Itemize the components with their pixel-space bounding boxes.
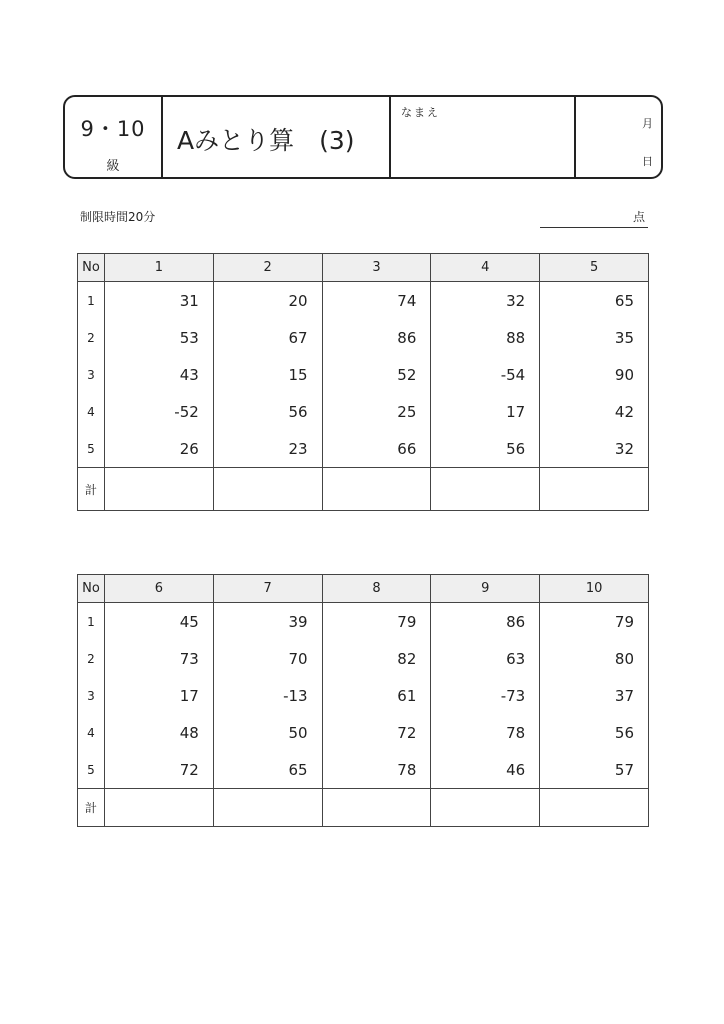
- row-label: 2: [78, 319, 105, 356]
- score-unit: 点: [632, 210, 645, 224]
- number-cell: 15: [213, 356, 322, 393]
- number-cell: 42: [540, 393, 649, 430]
- number-cell: 66: [322, 430, 431, 468]
- problem-header: 10: [540, 575, 649, 603]
- number-cell: 31: [105, 282, 214, 320]
- number-cell: 79: [322, 603, 431, 641]
- number-cell: 57: [540, 751, 649, 789]
- row-label: 1: [78, 282, 105, 320]
- table-header-row: [78, 575, 649, 603]
- no-header: No: [78, 254, 105, 282]
- answer-cell[interactable]: [213, 789, 322, 827]
- grade-level: 9・10: [80, 117, 146, 141]
- date-field[interactable]: [576, 97, 661, 177]
- table-row: [78, 714, 649, 751]
- answer-cell[interactable]: [540, 789, 649, 827]
- number-cell: 56: [213, 393, 322, 430]
- row-label: 5: [78, 430, 105, 468]
- number-cell: 46: [431, 751, 540, 789]
- number-cell: 90: [540, 356, 649, 393]
- number-cell: -54: [431, 356, 540, 393]
- number-cell: 56: [431, 430, 540, 468]
- number-cell: 67: [213, 319, 322, 356]
- month-label: 月: [642, 117, 653, 130]
- number-cell: 20: [213, 282, 322, 320]
- problem-table-2: [77, 574, 649, 827]
- problem-header: 6: [105, 575, 214, 603]
- number-cell: 26: [105, 430, 214, 468]
- answer-cell[interactable]: [431, 468, 540, 511]
- number-cell: 70: [213, 640, 322, 677]
- number-cell: 80: [540, 640, 649, 677]
- answer-cell[interactable]: [213, 468, 322, 511]
- number-cell: 35: [540, 319, 649, 356]
- row-label: 4: [78, 714, 105, 751]
- problem-header: 9: [431, 575, 540, 603]
- number-cell: 78: [431, 714, 540, 751]
- answer-cell[interactable]: [431, 789, 540, 827]
- worksheet-header: [63, 95, 663, 179]
- table-row: [78, 751, 649, 789]
- number-cell: 72: [322, 714, 431, 751]
- number-cell: 74: [322, 282, 431, 320]
- number-cell: 25: [322, 393, 431, 430]
- number-cell: -13: [213, 677, 322, 714]
- number-cell: 63: [431, 640, 540, 677]
- number-cell: 53: [105, 319, 214, 356]
- number-cell: 32: [540, 430, 649, 468]
- problem-header: 7: [213, 575, 322, 603]
- answer-cell[interactable]: [105, 468, 214, 511]
- number-cell: 50: [213, 714, 322, 751]
- worksheet-title: Aみとり算 (3): [177, 126, 355, 155]
- total-label: 計: [78, 789, 105, 827]
- problem-header: 2: [213, 254, 322, 282]
- number-cell: 82: [322, 640, 431, 677]
- table-row: [78, 603, 649, 641]
- problem-table-1: [77, 253, 649, 511]
- number-cell: 52: [322, 356, 431, 393]
- answer-cell[interactable]: [540, 468, 649, 511]
- time-limit: 制限時間20分: [80, 210, 156, 224]
- number-cell: 65: [213, 751, 322, 789]
- number-cell: 17: [105, 677, 214, 714]
- number-cell: 39: [213, 603, 322, 641]
- number-cell: 37: [540, 677, 649, 714]
- number-cell: 78: [322, 751, 431, 789]
- title-cell: [163, 97, 391, 177]
- total-row: [78, 789, 649, 827]
- row-label: 2: [78, 640, 105, 677]
- number-cell: 73: [105, 640, 214, 677]
- row-label: 5: [78, 751, 105, 789]
- grade-suffix: 級: [106, 159, 120, 174]
- problem-header: 5: [540, 254, 649, 282]
- answer-cell[interactable]: [322, 468, 431, 511]
- no-header: No: [78, 575, 105, 603]
- number-cell: 88: [431, 319, 540, 356]
- number-cell: 23: [213, 430, 322, 468]
- problem-header: 1: [105, 254, 214, 282]
- table-header-row: [78, 254, 649, 282]
- name-label: なまえ: [401, 106, 440, 119]
- number-cell: 79: [540, 603, 649, 641]
- table-row: [78, 319, 649, 356]
- problem-header: 3: [322, 254, 431, 282]
- number-cell: 56: [540, 714, 649, 751]
- number-cell: -52: [105, 393, 214, 430]
- row-label: 3: [78, 677, 105, 714]
- table-row: [78, 356, 649, 393]
- row-label: 3: [78, 356, 105, 393]
- number-cell: 61: [322, 677, 431, 714]
- number-cell: 43: [105, 356, 214, 393]
- score-field[interactable]: [540, 206, 648, 228]
- table-row: [78, 282, 649, 320]
- number-cell: 86: [431, 603, 540, 641]
- number-cell: 86: [322, 319, 431, 356]
- problem-header: 8: [322, 575, 431, 603]
- grade-cell: [65, 97, 163, 177]
- number-cell: 65: [540, 282, 649, 320]
- total-label: 計: [78, 468, 105, 511]
- answer-cell[interactable]: [105, 789, 214, 827]
- row-label: 4: [78, 393, 105, 430]
- table-row: [78, 640, 649, 677]
- table-row: [78, 430, 649, 468]
- number-cell: 32: [431, 282, 540, 320]
- number-cell: -73: [431, 677, 540, 714]
- number-cell: 72: [105, 751, 214, 789]
- problem-header: 4: [431, 254, 540, 282]
- number-cell: 17: [431, 393, 540, 430]
- number-cell: 45: [105, 603, 214, 641]
- table-row: [78, 393, 649, 430]
- day-label: 日: [642, 155, 653, 168]
- total-row: [78, 468, 649, 511]
- table-row: [78, 677, 649, 714]
- answer-cell[interactable]: [322, 789, 431, 827]
- row-label: 1: [78, 603, 105, 641]
- name-field[interactable]: [391, 97, 576, 177]
- number-cell: 48: [105, 714, 214, 751]
